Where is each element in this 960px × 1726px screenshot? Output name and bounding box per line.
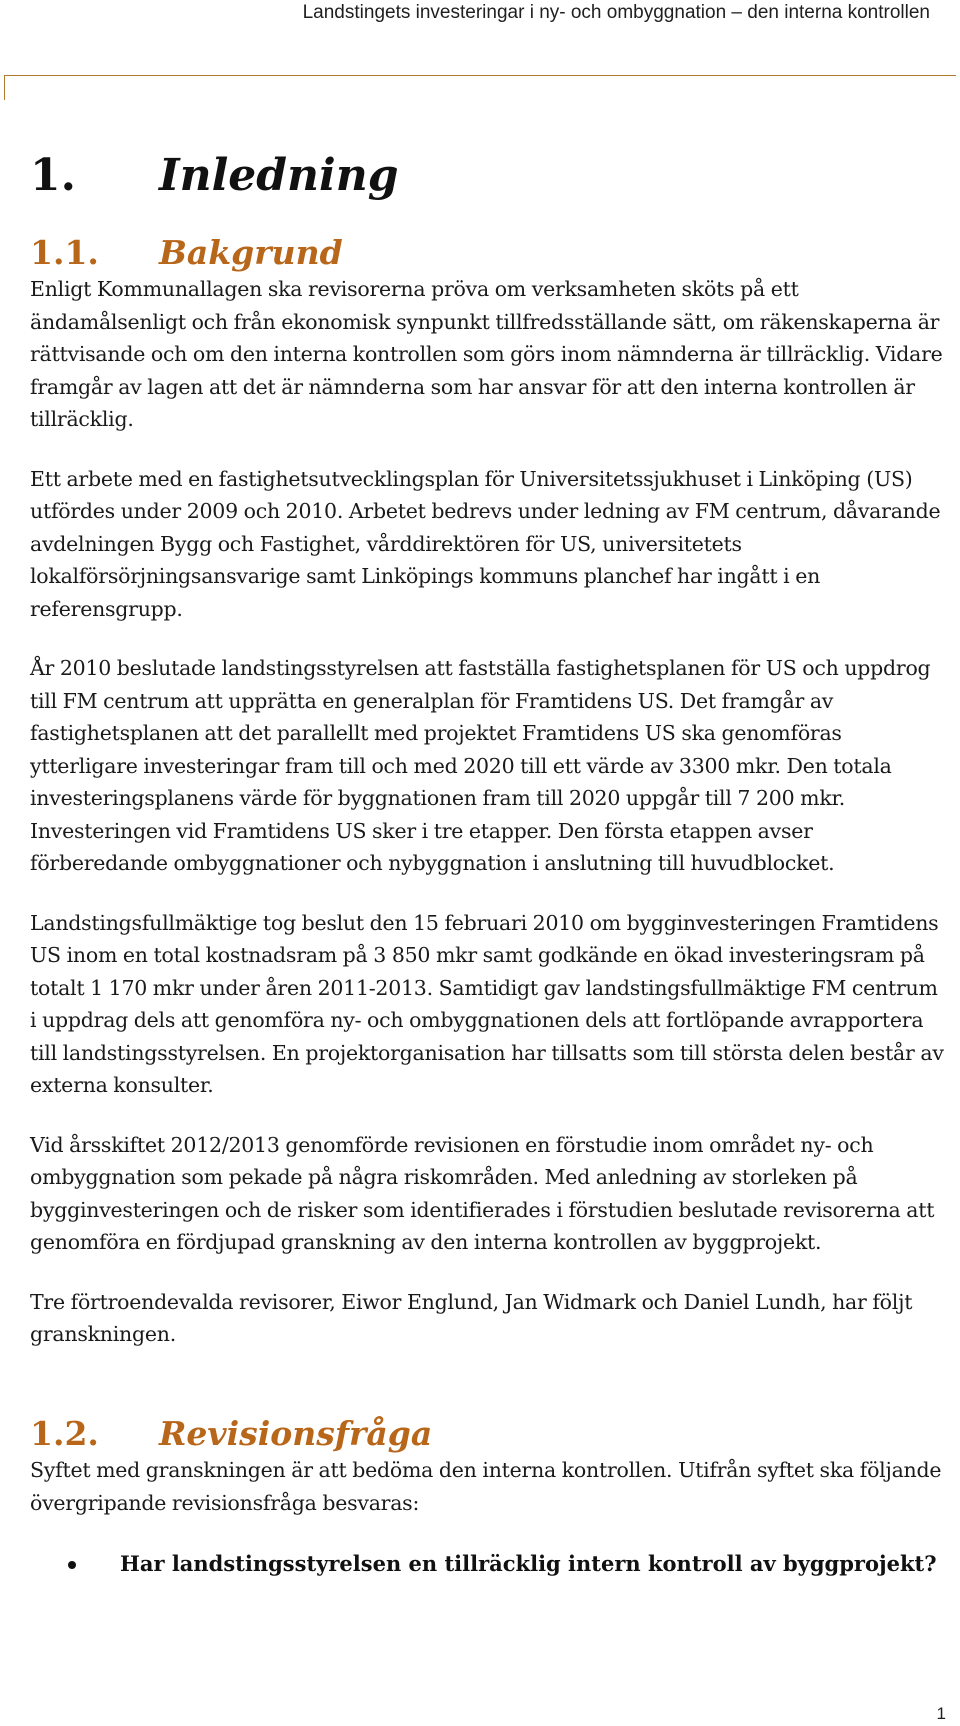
list-item-text: Har landstingsstyrelsen en tillräcklig intern kontroll av byggprojekt? (120, 1551, 937, 1576)
paragraph: Vid årsskiftet 2012/2013 genomförde revisionen en förstudie inom området ny- och ombyggnation som pekade på några riskområden. Med anledning av storleken på bygginvesteringen och de risker som identifierades i förstudien beslutade revisorerna att genomföra en fördjupad granskning av den interna kontrollen av byggprojekt. (30, 1132, 935, 1254)
list-item (30, 1549, 948, 1578)
section-number: 1.1. (30, 233, 99, 272)
section-title: Revisionsfråga (159, 1414, 433, 1453)
chapter-title: Inledning (159, 150, 399, 201)
section-title: Bakgrund (159, 233, 343, 272)
paragraph: Ett arbete med en fastighetsutvecklingsplan för Universitetssjukhuset i Linköping (US) utfördes under 2009 och 2010. Arbetet bedrevs under ledning av FM centrum, dåvarande avdelningen Bygg och Fastighet, vårddirektören för US, universitetets lokalförsörjningsansvarige samt Linköpings kommuns planchef har ingått i en referensgrupp. (30, 466, 941, 621)
chapter-number: 1. (30, 150, 76, 201)
section-number: 1.2. (30, 1414, 99, 1453)
section-heading-revisionsfraga (30, 1414, 948, 1454)
bullet-list (30, 1549, 948, 1578)
section-bakgrund (30, 233, 948, 1351)
header-rule (4, 75, 956, 76)
running-header: Landstingets investeringar i ny- och ombyggnation – den interna kontrollen (302, 2, 930, 23)
page-number: 1 (936, 1704, 946, 1723)
paragraph: Enligt Kommunallagen ska revisorerna pröva om verksamheten sköts på ett ändamålsenligt och från ekonomisk synpunkt tillfredsställande sätt, om räkenskaperna är rättvisande och om den interna kontrollen som görs inom nämnderna är tillräcklig. Vidare framgår av lagen att det är nämnderna som har ansvar för att den interna kontrollen är tillräcklig. (30, 277, 943, 431)
bullet-icon (68, 1561, 76, 1569)
paragraph: Syftet med granskningen är att bedöma den interna kontrollen. Utifrån syftet ska följande övergripande revisionsfråga besvaras: (30, 1458, 942, 1515)
header-rule-tick (4, 75, 5, 100)
chapter-heading (30, 150, 399, 201)
section-revisionsfraga (30, 1414, 948, 1578)
paragraph: Tre förtroendevalda revisorer, Eiwor Englund, Jan Widmark och Daniel Lundh, har följt granskningen. (30, 1289, 913, 1346)
paragraph: Landstingsfullmäktige tog beslut den 15 februari 2010 om bygginvesteringen Framtidens US inom en total kostnadsram på 3 850 mkr samt godkände en ökad investeringsram på totalt 1 170 mkr under åren 2011-2013. Samtidigt gav landstingsfullmäktige FM centrum i uppdrag dels att genomföra ny- och ombyggnationen dels att fortlöpande avrapportera till landstingsstyrelsen. En projektorganisation har tillsatts som till största delen består av externa konsulter. (30, 910, 944, 1097)
section-heading-bakgrund (30, 233, 948, 273)
paragraph: År 2010 beslutade landstingsstyrelsen att fastställa fastighetsplanen för US och uppdrog till FM centrum att upprätta en generalplan för Framtidens US. Det framgår av fastighetsplanen att det parallellt med projektet Framtidens US ska genomföras ytterligare investeringar fram till och med 2020 till ett värde av 3300 mkr. Den totala investeringsplanens värde för byggnationen fram till 2020 uppgår till 7 200 mkr. Investeringen vid Framtidens US sker i tre etapper. Den första etappen avser förberedande ombyggnationer och nybyggnation i anslutning till huvudblocket. (30, 656, 931, 875)
